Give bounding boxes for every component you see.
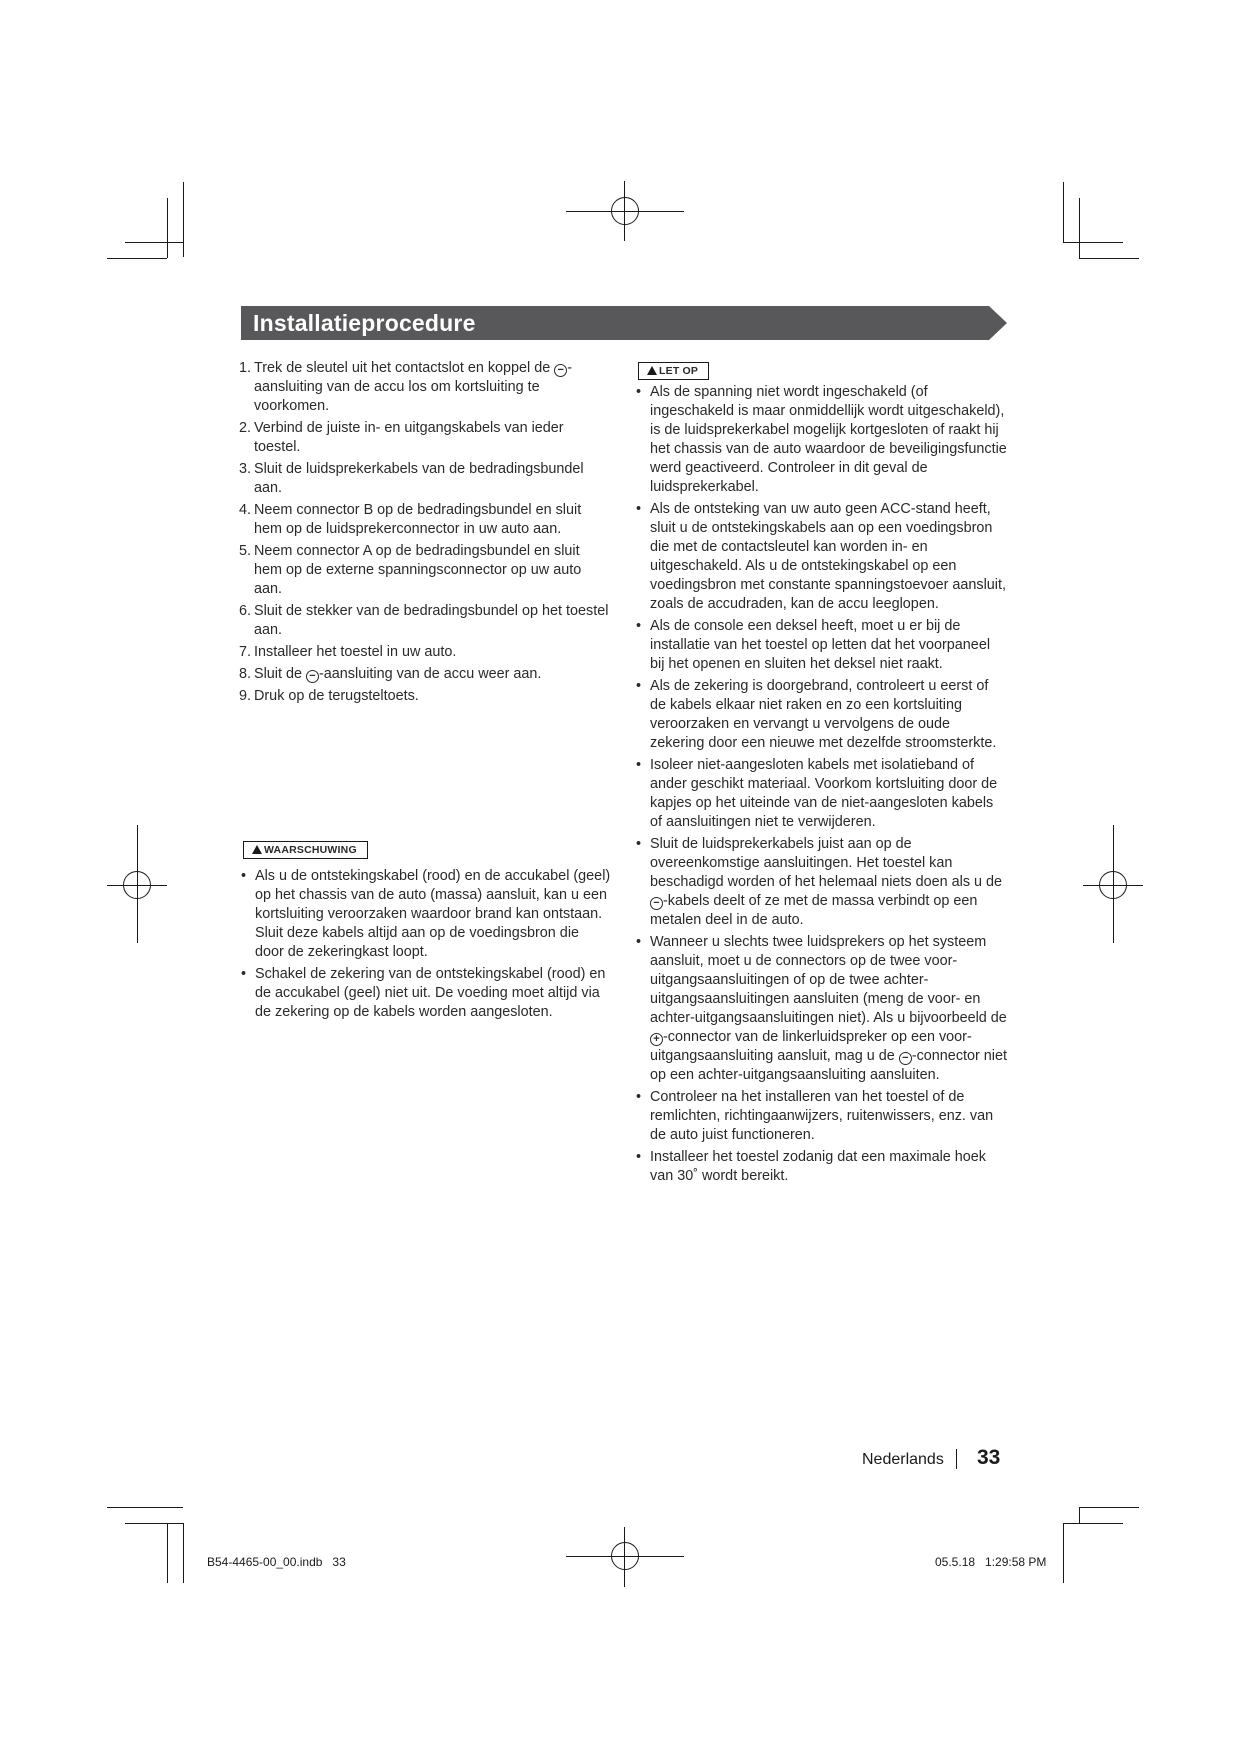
footer-language: Nederlands — [862, 1451, 944, 1468]
step-item: 9. Druk op de terugsteltoets. — [239, 688, 419, 704]
caution-item: • Wanneer u slechts twee luidsprekers op het systeem aansluit, moet u de connectors op de twee voor-uitgangsaansluitingen of op de twee achter-uitgangsaansluitingen aansluiten (meng de voor- en achter-uitgangsaansluitingen niet). Als u bijvoorbeeld de + -connector van de linkerluidspreker op een voor-uitgangsaansluiting aansluit, mag u de − -connector niet op een achter-uitgangsaansluiting aansluiten. — [636, 933, 1008, 1085]
section-title: Installatieprocedure — [253, 310, 476, 336]
minus-terminal-icon: − — [650, 897, 663, 910]
warning-triangle-icon — [647, 366, 657, 375]
caution-item: • Als de zekering is doorgebrand, controleert u eerst of de kabels elkaar niet raken en zo een kortsluiting veroorzaken en vervangt u vervolgens de oude zekering door een nieuwe met dezelfde stroomsterkte. — [636, 677, 1008, 753]
slug-timestamp: 05.5.18 1:29:58 PM — [935, 1555, 1047, 1569]
step-item: 3. Sluit de luidsprekerkabels van de bedradingsbundel aan. — [239, 461, 584, 496]
warning-item: • Als u de ontstekingskabel (rood) en de accukabel (geel) op het chassis van de auto (massa) aansluit, kan u een kortsluiting veroorzaken waardoor brand kan ontstaan. Sluit deze kabels altijd aan op de voedingsbron die door de zekeringkast loopt. — [241, 867, 611, 962]
warning-item: • Schakel de zekering van de ontstekingskabel (rood) en de accukabel (geel) niet uit. De voeding moet altijd via de zekering op de kabels worden aangesloten. — [241, 965, 611, 1022]
caution-item: • Als de spanning niet wordt ingeschakeld (of ingeschakeld is maar onmiddellijk wordt uitgeschakeld), is de luidsprekerkabel mogelijk kortgesloten of raakt hij het chassis van de auto waardoor de beveiligingsfunctie werd geactiveerd. Controleer in dit geval de luidsprekerkabel. — [636, 383, 1008, 497]
minus-terminal-icon: − — [899, 1052, 912, 1065]
caution-item: • Controleer na het installeren van het toestel of de remlichten, richtingaanwijzers, ruitenwissers, enz. van de auto juist functioneren. — [636, 1088, 1008, 1145]
warning-section — [241, 840, 611, 1025]
caution-item: • Als de ontsteking van uw auto geen ACC-stand heeft, sluit u de ontstekingskabels aan op een voedingsbron die met de contactsleutel kan worden in- en uitgeschakeld. Als u de ontstekingskabel op een voedingsbron met constante spanningstoevoer aansluit, zoals de accudraden, kan de accu leeglopen. — [636, 500, 1008, 614]
footer-divider — [956, 1449, 957, 1469]
caution-section — [636, 361, 1008, 1189]
section-banner — [241, 306, 1007, 340]
step-item: 7. Installeer het toestel in uw auto. — [239, 644, 457, 660]
plus-terminal-icon: + — [650, 1033, 663, 1046]
page-number: 33 — [977, 1446, 1001, 1469]
caution-item: • Isoleer niet-aangesloten kabels met isolatieband of ander geschikt materiaal. Voorkom kortsluiting door de kapjes op het uiteinde van de niet-aangesloten kabels of aansluitingen niet te verwijderen. — [636, 756, 1008, 832]
step-item: 6. Sluit de stekker van de bedradingsbundel op het toestel aan. — [239, 603, 609, 638]
step-item: 2. Verbind de juiste in- en uitgangskabels van ieder toestel. — [239, 420, 564, 455]
warning-triangle-icon — [252, 845, 262, 854]
banner-arrow — [989, 306, 1007, 340]
minus-terminal-icon: − — [554, 364, 567, 377]
warning-label: WAARSCHUWING — [243, 841, 368, 859]
installation-steps — [241, 359, 611, 709]
step-item: 4. Neem connector B op de bedradingsbundel en sluit hem op de luidsprekerconnector in uw auto aan. — [239, 502, 582, 537]
caution-item: • Als de console een deksel heeft, moet u er bij de installatie van het toestel op letten dat het voorpaneel bij het openen en sluiten het deksel niet raakt. — [636, 617, 1008, 674]
caution-label: LET OP — [638, 362, 709, 380]
caution-item: • Installeer het toestel zodanig dat een maximale hoek van 30˚ wordt bereikt. — [636, 1148, 1008, 1186]
step-item: 5. Neem connector A op de bedradingsbundel en sluit hem op de externe spanningsconnector op uw auto aan. — [239, 543, 582, 597]
slug-filename: B54-4465-00_00.indb 33 — [207, 1555, 346, 1569]
step-item: 8. Sluit de − -aansluiting van de accu weer aan. — [239, 666, 542, 682]
caution-item: • Sluit de luidsprekerkabels juist aan op de overeenkomstige aansluitingen. Het toestel kan beschadigd worden of het helemaal niets doen als u de − -kabels deelt of ze met de massa verbindt op een metalen deel in de auto. — [636, 835, 1008, 930]
minus-terminal-icon: − — [306, 670, 319, 683]
step-item: 1. Trek de sleutel uit het contactslot en koppel de − -aansluiting van de accu los om kortsluiting te voorkomen. — [239, 360, 573, 414]
